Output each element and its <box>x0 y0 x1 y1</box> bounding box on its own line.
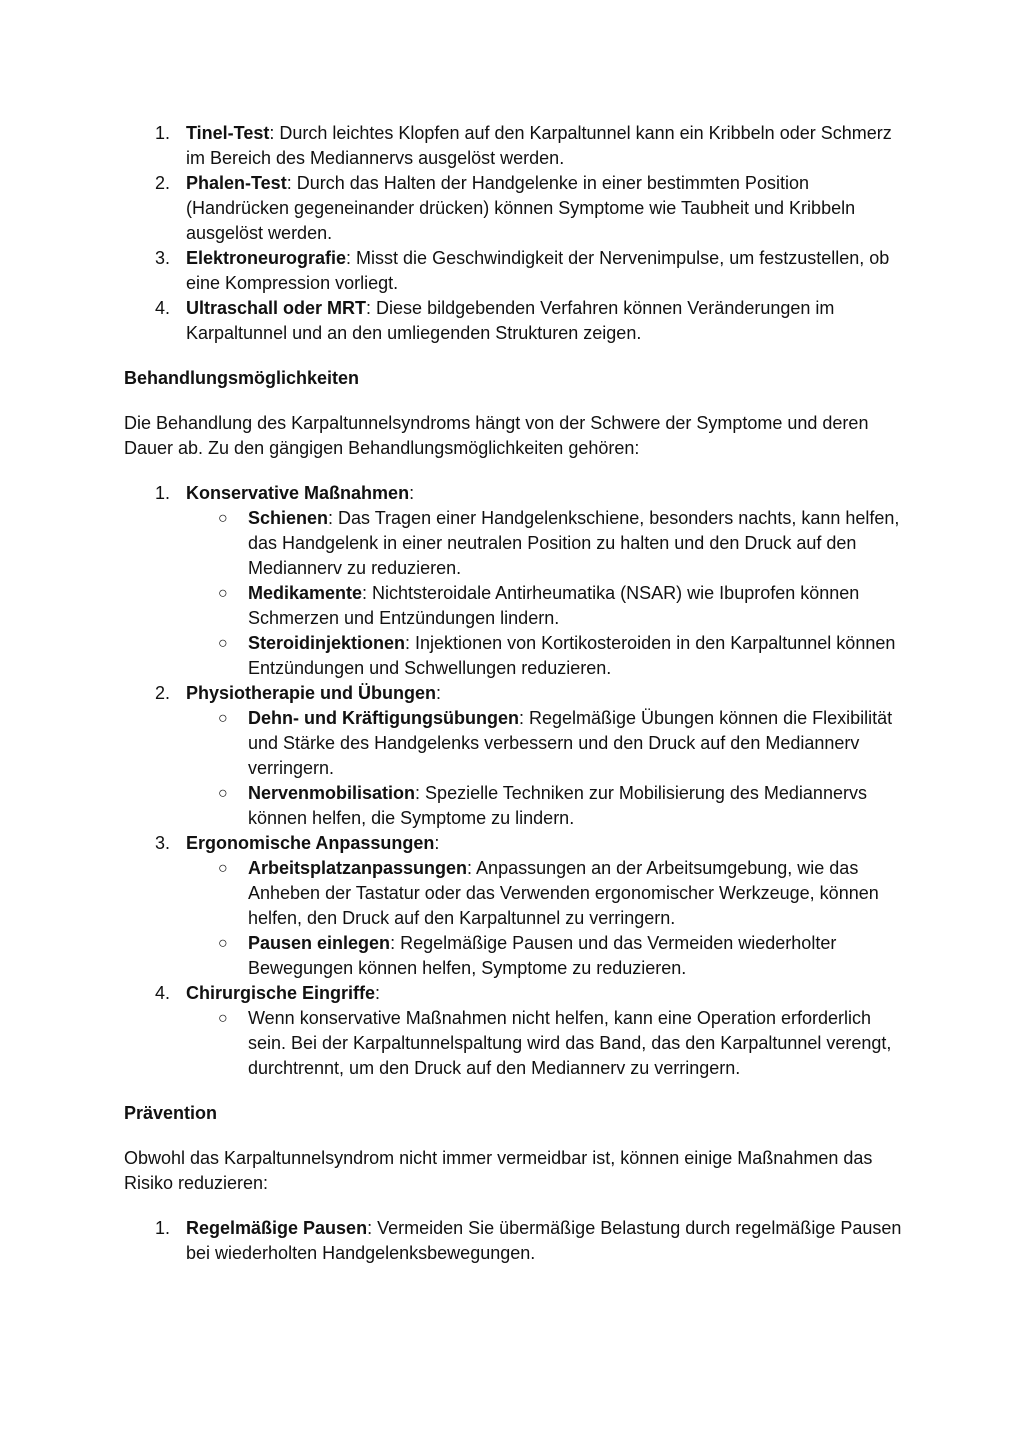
list-number: 1. <box>155 483 171 503</box>
prevention-list <box>124 1216 904 1266</box>
item-term: Pausen einlegen <box>248 933 391 953</box>
item-text: : Regelmäßige Pausen und das Vermeiden wiederholter Bewegungen können helfen, Symptome zu reduzieren. <box>248 933 837 978</box>
item-text: : Das Tragen einer Handgelenkschiene, besonders nachts, kann helfen, das Handgelenk in einer neutralen Position zu halten und den Druck auf den Mediannerv zu reduzieren. <box>248 508 900 578</box>
section-heading-prevention: Prävention <box>124 1103 218 1123</box>
list-number: 4. <box>155 983 171 1003</box>
item-text: : Anpassungen an der Arbeitsumgebung, wie das Anheben der Tastatur oder das Verwenden ergonomischer Werkzeuge, können helfen, den Druck auf den Karpaltunnel zu verringern. <box>248 858 879 928</box>
item-term: Nervenmobilisation <box>248 783 416 803</box>
bullet-icon: ○ <box>218 585 228 602</box>
list-number: 1. <box>155 123 171 143</box>
item-term: Regelmäßige Pausen <box>186 1218 368 1238</box>
item-text: : <box>436 683 442 703</box>
item-text: : <box>409 483 415 503</box>
sub-list <box>186 1006 904 1081</box>
item-text: : Injektionen von Kortikosteroiden in den Karpaltunnel können Entzündungen und Schwellungen reduzieren. <box>248 633 896 678</box>
list-number: 2. <box>155 173 171 193</box>
section-heading-treatment: Behandlungsmöglichkeiten <box>124 368 360 388</box>
bullet-icon: ○ <box>218 635 228 652</box>
item-text: : <box>375 983 381 1003</box>
item-term: Dehn- und Kräftigungsübungen <box>248 708 519 728</box>
diagnosis-list <box>124 121 904 346</box>
item-term: Phalen-Test <box>186 173 287 193</box>
item-term: Elektroneurografie <box>186 248 347 268</box>
item-term: Physiotherapie und Übungen <box>186 683 437 703</box>
item-text: : Regelmäßige Übungen können die Flexibilität und Stärke des Handgelenks verbessern und den Druck auf den Mediannerv verringern. <box>248 708 893 778</box>
list-number: 1. <box>155 1218 171 1238</box>
sub-list <box>186 706 904 831</box>
item-text: : Nichtsteroidale Antirheumatika (NSAR) wie Ibuprofen können Schmerzen und Entzündungen lindern. <box>248 583 860 628</box>
list-item <box>124 121 904 171</box>
list-item <box>124 981 904 1081</box>
item-text: : Vermeiden Sie übermäßige Belastung durch regelmäßige Pausen bei wiederholten Handgelenksbewegungen. <box>186 1218 902 1263</box>
bullet-icon: ○ <box>218 710 228 727</box>
item-term: Tinel-Test <box>186 123 270 143</box>
item-term: Arbeitsplatzanpassungen <box>248 858 468 878</box>
list-number: 4. <box>155 298 171 318</box>
item-text: : Diese bildgebenden Verfahren können Veränderungen im Karpaltunnel und an den umliegenden Strukturen zeigen. <box>186 298 835 343</box>
list-item <box>124 1216 904 1266</box>
item-term: Konservative Maßnahmen <box>186 483 410 503</box>
bullet-icon: ○ <box>218 860 228 877</box>
sub-list-item <box>124 781 904 831</box>
treatment-list <box>124 481 904 1081</box>
treatment-intro: Die Behandlung des Karpaltunnelsyndroms hängt von der Schwere der Symptome und deren Dauer ab. Zu den gängigen Behandlungsmöglichkeiten gehören: <box>124 413 869 458</box>
item-term: Ultraschall oder MRT <box>186 298 367 318</box>
list-item <box>124 831 904 981</box>
list-item <box>124 481 904 681</box>
list-item <box>124 171 904 246</box>
bullet-icon: ○ <box>218 935 228 952</box>
item-term: Steroidinjektionen <box>248 633 406 653</box>
sub-list-item <box>124 856 904 931</box>
bullet-icon: ○ <box>218 510 228 527</box>
item-text: : Spezielle Techniken zur Mobilisierung des Mediannervs können helfen, die Symptome zu lindern. <box>248 783 867 828</box>
prevention-intro: Obwohl das Karpaltunnelsyndrom nicht immer vermeidbar ist, können einige Maßnahmen das Risiko reduzieren: <box>124 1148 873 1193</box>
sub-list-item <box>124 581 904 631</box>
list-item <box>124 246 904 296</box>
item-term: Chirurgische Eingriffe <box>186 983 376 1003</box>
item-text: : Durch leichtes Klopfen auf den Karpaltunnel kann ein Kribbeln oder Schmerz im Bereich des Mediannervs ausgelöst werden. <box>186 123 892 168</box>
sub-list-item <box>124 631 904 681</box>
item-text: Wenn konservative Maßnahmen nicht helfen, kann eine Operation erforderlich sein. Bei der Karpaltunnelspaltung wird das Band, das den Karpaltunnel verengt, durchtrennt, um den Druck auf den Mediannerv zu verringern. <box>248 1008 892 1078</box>
list-item <box>124 296 904 346</box>
item-term: Ergonomische Anpassungen <box>186 833 435 853</box>
sub-list-item <box>124 706 904 781</box>
sub-list <box>186 856 904 981</box>
bullet-icon: ○ <box>218 1010 228 1027</box>
item-term: Schienen <box>248 508 329 528</box>
sub-list-item <box>124 506 904 581</box>
item-term: Medikamente <box>248 583 363 603</box>
list-number: 3. <box>155 833 171 853</box>
list-number: 3. <box>155 248 171 268</box>
sub-list <box>186 506 904 681</box>
item-text: : Misst die Geschwindigkeit der Nervenimpulse, um festzustellen, ob eine Kompression vorliegt. <box>186 248 890 293</box>
sub-list-item <box>124 1006 904 1081</box>
list-item <box>124 681 904 831</box>
bullet-icon: ○ <box>218 785 228 802</box>
list-number: 2. <box>155 683 171 703</box>
sub-list-item <box>124 931 904 981</box>
document-page <box>124 121 904 1266</box>
item-text: : <box>434 833 440 853</box>
item-text: : Durch das Halten der Handgelenke in einer bestimmten Position (Handrücken gegeneinander drücken) können Symptome wie Taubheit und Kribbeln ausgelöst werden. <box>186 173 856 243</box>
